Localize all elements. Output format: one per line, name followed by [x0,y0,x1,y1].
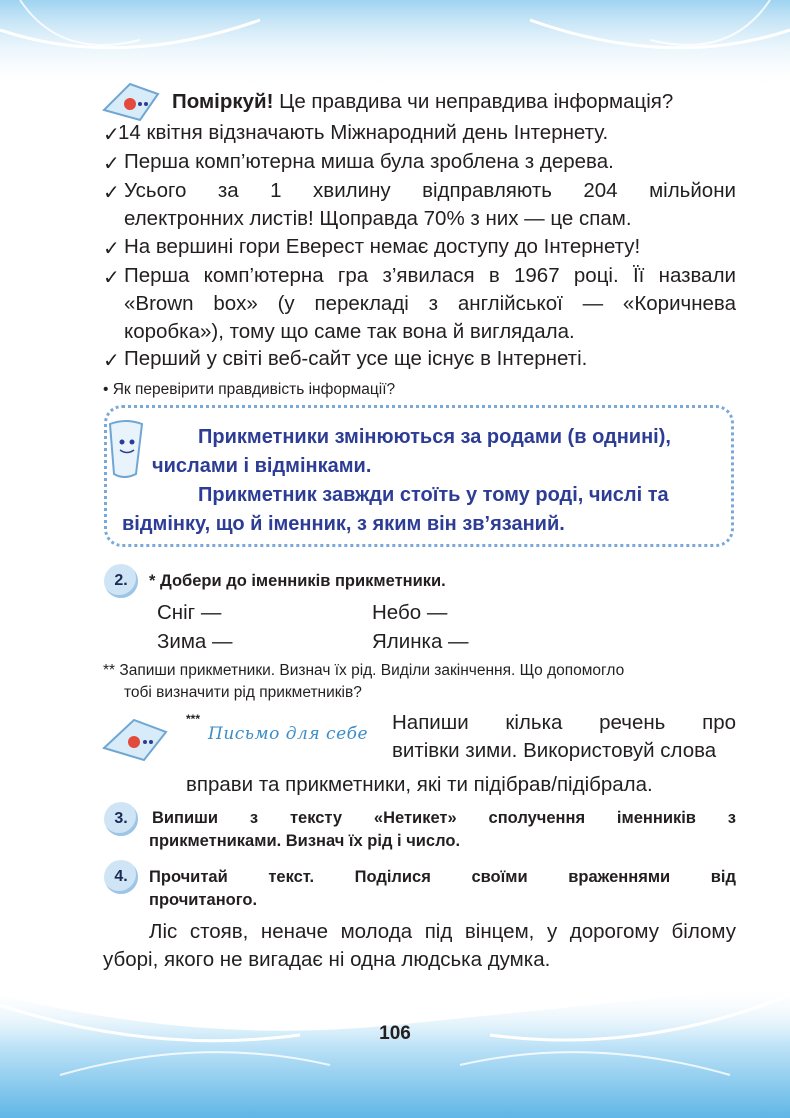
think-heading [172,88,673,116]
bottom-decorative-border [0,975,790,1118]
think-question: Це правдива чи неправдива інформація? [273,90,674,113]
fact-4: На вершині гори Еверест немає доступу до Інтернету! [124,235,641,258]
task-2-extra-line-1: ** Запиши прикметники. Визнач їх рід. Виділи закінчення. Що допомогло [103,662,625,679]
page-number: 106 [379,1023,411,1044]
reading-paragraph-line-1: Ліс стояв, неначе молода під вінцем, у дорогому білому [149,920,736,943]
fact-5-line-3: коробка»), тому що саме так вона й виглядала. [124,320,575,343]
rule-line-1: Прикметники змінюються за родами (в однині), [198,426,671,448]
rule-line-4: відмінку, що й іменник, з яким він зв’язаний. [122,513,565,535]
think-lead: Поміркуй! [172,90,274,113]
fact-3-line-2: електронних листів! Щоправда 70% з них — це спам. [124,207,632,230]
rule-line-3: Прикметник завжди стоїть у тому роді, числі та [198,484,669,506]
writing-stars: *** [186,712,201,726]
check-icon: ✓ [103,153,120,175]
writing-line-3: вправи та прикметники, які ти підібрав/підібрала. [186,773,653,796]
check-icon: ✓ [103,350,120,372]
noun-nebo: Небо — [372,601,448,624]
task-3-line-2: прикметниками. Визнач їх рід і число. [149,832,461,850]
check-icon: ✓ [103,182,120,204]
scroll-mascot-icon [104,418,148,480]
writing-line-1: Напиши кілька речень про [392,711,736,734]
fact-5-line-1: Перша комп’ютерна гра з’явилася в 1967 році. Її назвали [124,264,736,287]
fact-6: Перший у світі веб-сайт усе ще існує в Інтернеті. [124,347,588,370]
fact-5-line-2: «Brown box» (у перекладі з англійської — «Коричнева [124,292,736,315]
task-2-text: * Добери до іменників прикметники. [149,572,446,590]
noun-sniha: Сніг — [157,601,222,624]
task-4-line-2: прочитаного. [149,891,258,909]
top-decorative-border [0,0,790,90]
noun-yalynka: Ялинка — [372,630,469,653]
reading-paragraph-line-2: уборі, якого не вигадає ні одна людська думка. [103,948,551,971]
writing-line-2: витівки зими. Використовуй слова [392,739,717,762]
task-3-line-1: Випиши з тексту «Нетикет» сполучення іменників з [152,809,736,827]
check-icon: ✓ [103,124,120,146]
task-4-line-1: Прочитай текст. Поділися своїми враженнями від [149,868,736,886]
check-icon: ✓ [103,238,120,260]
verify-question: • Як перевірити правдивість інформації? [103,381,396,398]
fact-1: 14 квітня відзначають Міжнародний день Інтернету. [118,121,609,144]
writing-badge-script: Письмо для себе [208,724,369,744]
task-2-extra-line-2: тобі визначити рід прикметників? [124,684,362,701]
fact-3-line-1: Усього за 1 хвилину відправляють 204 мільйони [124,179,736,202]
task-number-badge: 2. [104,564,138,598]
noun-zyma: Зима — [157,630,233,653]
task-number-badge: 4. [104,860,138,894]
magnifier-mascot-icon [100,716,170,762]
check-icon: ✓ [103,267,120,289]
fact-2: Перша комп’ютерна миша була зроблена з дерева. [124,150,614,173]
task-number-badge: 3. [104,802,138,836]
magnifier-mascot-icon [100,80,162,122]
rule-line-2: числами і відмінками. [152,455,372,477]
